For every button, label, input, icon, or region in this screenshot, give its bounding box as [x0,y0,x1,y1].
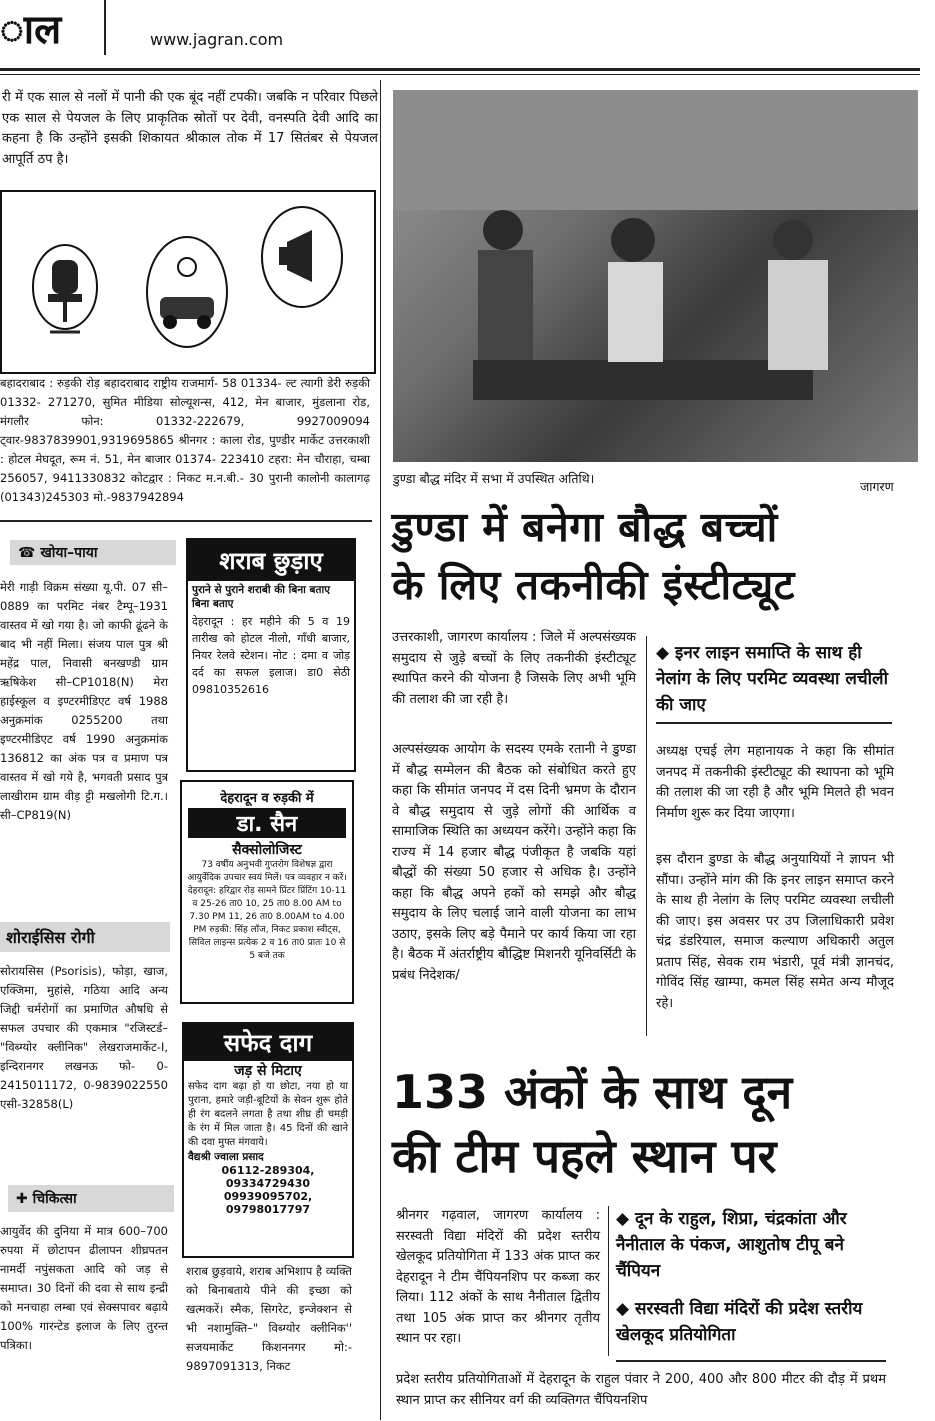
ad-white-spots-contact: वैद्यश्री ज्वाला प्रसाद [188,1151,264,1163]
ad-white-spots-text: सफेद दाग बढ़ा हो या छोटा, नया हो या पुराना, हमारे जड़ी-बूटियों के सेवन शुरू होते ही रंग बदलने लगता है तथा शीघ्र ही चमड़ी के रंग में मिल जाता है। 45 दिनों की खाने की दवा मुफ्त मंगवाये। [188,1081,348,1148]
lost-found-label [10,540,176,565]
medical-text: आयुर्वेद की दुनिया में मात्र 600–700 रुपया में छोटापन ढीलापन शीघ्रपतन नामर्दी नपुंसकता आदि को जड़ से समाप्त। 30 दिनों की दवा से साथ इन्द्री को मनचाहा लम्बा एवं सेक्सपावर बढ़ाये 100% गारन्टेड इलाज के लिए तुरन्त पत्रिका। [0,1224,168,1352]
header-rule [0,68,920,71]
article2-bullet2 [616,1296,876,1348]
article2-bullet-rule [616,1360,886,1362]
article1-bullet [656,640,892,718]
ad-alcohol [186,538,356,772]
column-rule [380,80,381,1420]
article1-column-rule [646,636,647,1036]
masthead-divider [104,0,106,55]
ad-alcohol-sub: पुराने से पुराने शराबी की बिना बताए बिना बताए [192,584,331,610]
ad-illustration-box [0,190,376,374]
ad-doctor-name: डा. सैन [188,808,346,838]
news-photo [393,90,918,462]
lost-found-text-label: खोया–पाया [40,545,98,561]
article1-lead: उत्तरकाशी, जागरण कार्यालय : जिले में अल्पसंख्यक समुदाय से जुड़े बच्चों के लिए तकनीकी इंस्टीट्यूट स्थापित करने की योजना है जिसके लिए अभी भूमि की तलाश की जा रही है। [392,630,636,707]
article1-body: अल्पसंख्यक आयोग के सदस्य एमके रतानी ने डुण्डा में बौद्ध सम्मेलन की बैठक को संबोधित करते हुए कहा कि सीमांत जनपद में दस दिनी भ्रमण के दौरान वे बौद्ध समुदाय से जुड़े लोगों की आर्थिक व सामाजिक स्थिति का अध्ययन करेंगे। उन्होंने कहा कि राज्य में 14 हजार बौद्ध पंजीकृत है जबकि यहां बौद्धों की संख्या 50 हजार से अधिक है। उन्होंने कहा कि बौद्ध अपने हकों को समझे और बौद्ध समुदाय के लिए चलाई जाने वाली योजना का लाभ उठाए, इसके लिए बड़े पैमाने पर कार्य किया जा रहा है। बैठक में अंतर्राष्ट्रीय बौद्धिष्ट मिशनरी यूनिवर्सिटी के प्रबंध निदेशक/ [392,742,636,983]
psoriasis-text: सोरायसिस (Psorisis), फोड़ा, खाज, एक्जिमा, मुहांसे, गठिया आदि अन्य जिद्दी चर्मरोगों का प्रमाणित औषधि से सफल उपचार की एकमात्र "रजिस्टर्ड– "विब्ग्योर क्लीनिक" लेखराजमार्केट-I, इन्दिरानगर लखनऊ फो- 0-2415011172, 0-9839022550 एसी-32858(L) [0,964,168,1111]
medical-icon: ✚ [16,1191,28,1207]
left-top-news: री में एक साल से नलों में पानी की एक बूंद नहीं टपकी। जबकि न परिवार पिछले एक साल से पेयजल के लिए प्राकृतिक स्रोतों पर देवी, वनस्पति देवी आदि का कहना है कि उन्होंने इसकी शिकायत श्रीकाल तोक में 17 सितंबर से पेयजल आपूर्ति ठप है। [2,90,378,167]
diamond-bullet-icon: ◆ [656,643,670,663]
diamond-bullet-icon: ◆ [616,1299,630,1319]
ad-doctor-title: देहरादून व रुड़की में [220,791,314,806]
office-chair-icon [30,242,100,352]
diamond-bullet-icon: ◆ [616,1209,630,1229]
car-mechanic-icon [142,232,232,352]
medical-label [8,1185,174,1212]
article2-bottom: प्रदेश स्तरीय प्रतियोगिताओं में देहरादून के राहुल पंवार ने 200, 400 और 800 मीटर की दौड़ में प्रथम स्थान प्राप्त कर सीनियर वर्ग की व्यक्तिगत चैंपियनशिप [396,1372,886,1408]
photo-credit: जागरण [860,479,894,494]
article2-headline-line2: की टीम पहले स्थान पर [392,1129,777,1183]
medical-text-label: चिकित्सा [32,1191,77,1207]
ad-alcohol-title: शराब छुड़ाए [188,540,354,581]
article1-bullet-rule [656,722,892,724]
article1-headline [392,498,932,614]
masthead-title: ाल [0,7,62,53]
psoriasis-label: शोराईसिस रोगी [0,922,170,952]
article2-body: श्रीनगर गढ़वाल, जागरण कार्यालय : सरस्वती विद्या मंदिरों की प्रदेश स्तरीय खेलकूद प्रतियोगिता में 133 अंक प्राप्त कर देहरादून ने टीम चैंपियनशिप पर कब्जा कर लिया। 112 अंकों के साथ नैनीताल द्वितीय तथा 105 अंक प्राप्त कर श्रीनगर तृतीय स्थान पर रहा। [396,1208,600,1346]
article1-right-body2: इस दौरान डुण्डा के बौद्ध अनुयायियों ने ज्ञापन भी सौंपा। उन्होंने मांग की कि इनर लाइन समाप्त करने के साथ ही नेलांग के लिए परमिट व्यवस्था लचीली की जाए। इस अवसर पर उप जिलाधिकारी प्रवेश चंद्र डंडरियाल, समाज कल्याण अधिकारी अतुल प्रताप सिंह, सेवक राम भंडारी, पूर्व मंत्री ज्ञानचंद, गोविंद सिंह खाम्पा, कमल सिंह समेत अन्य मौजूद रहे। [656,852,894,1011]
mid-bottom-text: शराब छुड़वाये, शराब अभिशाप है व्यक्ति को बिनाबताये पीने की इच्छा को खत्मकरें। स्मैक, सिगरेट, इन्जेक्शन से भी नशामुक्ति–" विब्ग्योर क्लीनिक'' सजयमार्केट किशननगर मो:- 9897091313, निकट [186,1264,352,1373]
article2-bullet1 [616,1206,876,1284]
article2-column-rule [608,1206,609,1356]
article1-right-body1: अध्यक्ष एचई लेग महानायक ने कहा कि सीमांत जनपद में तकनीकी इंस्टीट्यूट की स्थापना को भूमि की तलाश की जा रही है और भूमि मिलते ही भवन निर्माण शुरू कर दिया जाएगा। [656,744,894,821]
left-section-rule [0,520,372,522]
article2-headline-line1: 133 अंकों के साथ दून [392,1065,793,1119]
photo-caption: डुण्डा बौद्ध मंदिर में सभा में उपस्थित अतिथि। [393,471,595,486]
article1-bullet-text: इनर लाइन समाप्ति के साथ ही नेलांग के लिए परमिट व्यवस्था लचीली की जाए [656,643,888,715]
article2-bullet1-text: दून के राहुल, शिप्रा, चंद्रकांता और नैनीताल के पंकज, आशुतोष टीपू बने चैंपियन [616,1209,847,1281]
ad-doctor [180,780,354,1004]
ad-alcohol-text: देहरादून : हर महीने की 5 व 19 तारीख को होटल नीलो, गाँधी बाजार, नियर रेलवे स्टेशन। नोट : दमा व जोड़ दर्द का सफल इलाज। डा0 सेठी 09810352616 [192,615,350,696]
lost-found-text: मेरी गाड़ी विक्रम संख्या यू.पी. 07 सी–0889 का परमिट नंबर टैम्पू–1931 वास्तव में खो गया है। जो काफी ढूंढने के बाद भी नहीं मिला। संजय पाल पुत्र श्री महेंद्र पाल, निवासी बनखण्डी ग्राम ऋषिकेश सी–CP1018(N) मेरा हाईस्कूल व इण्टरमीडिएट वर्ष 1988 अनुक्रमांक 0255200 तथा इण्टरमीडिएट वर्ष 1990 अनुक्रमांक 136812 का अंक पत्र व प्रमाण पत्र वास्तव में खो गये है, भगवती प्रसाद पुत्र लाखीराम ग्राम वीड़ ट्टी मखलोगी टि.ग.। सी–CP819(N) [0,580,168,822]
ad-white-spots-title: सफेद दाग [184,1024,352,1061]
ad-doctor-text: 73 वर्षीय अनुभवी गुप्तरोग विशेषज्ञ द्वारा आयुर्वेदिक उपचार स्वयं मिलें। पत्र व्यवहार न करें। देहरादून: हरिद्वार रोड़ सामने प्रिंटर प्रिंटिंग 10-11 व 25-26 ता0 10, 25 ता0 8.00 AM to 7.30 PM 11, 26 ता0 8.00AM to 4.00 PM रुड़की: सिंह लॉज, निकट प्रकाश स्वीट्स, सिविल लाइन्स प्रत्येक 2 व 16 ता0 प्रातः 10 से 5 बजे तक [187,860,347,961]
article1-headline-line2: के लिए तकनीकी इंस्टीट्यूट [392,561,795,609]
header-rule-thin [0,74,920,75]
ad-doctor-spec: सैक्सोलोजिस्ट [232,842,302,858]
ad-white-spots [182,1022,354,1258]
masthead-url[interactable]: www.jagran.com [150,30,284,49]
phone-icon: ☎ [18,545,36,561]
article2-bullet2-text: सरस्वती विद्या मंदिरों की प्रदेश स्तरीय खेलकूद प्रतियोगिता [616,1299,863,1345]
ad-white-spots-phones: 06112-289304, 09334729430 09939095702, 09798017797 [221,1164,315,1216]
ad-white-spots-sub: जड़ से मिटाए [234,1063,302,1079]
loudspeaker-icon [257,202,347,322]
article1-headline-line1: डुण्डा में बनेगा बौद्ध बच्चों [392,503,778,551]
ad-addresses: बहादराबाद : रुड़की रोड़ बहादराबाद राष्ट्रीय राजमार्ग- 58 01334- ल्ट त्यागी डेरी रुड़की 01332- 271270, सुमित मीडिया सोल्यूशन्स, 412, मेन बाजार, मुंडलाना रोड, मंगलौर फोन: 01332-222679, 9927009094 ट्वार-9837839901,9319695865 श्रीनगर : काला रोड, पुण्डीर मार्केट उत्तरकाशी : होटल मेघदूत, रूम नं. 51, मेन बाजार 01374- 223410 टहरा: मेन चौराहा, चम्बा 256057, 9411330832 कोटद्वार : निकट म.न.बी.- 30 पुरानी कालोनी कालागढ़ (01343)245303 मो.-9837942894 [0,376,370,504]
article2-headline [392,1060,932,1188]
